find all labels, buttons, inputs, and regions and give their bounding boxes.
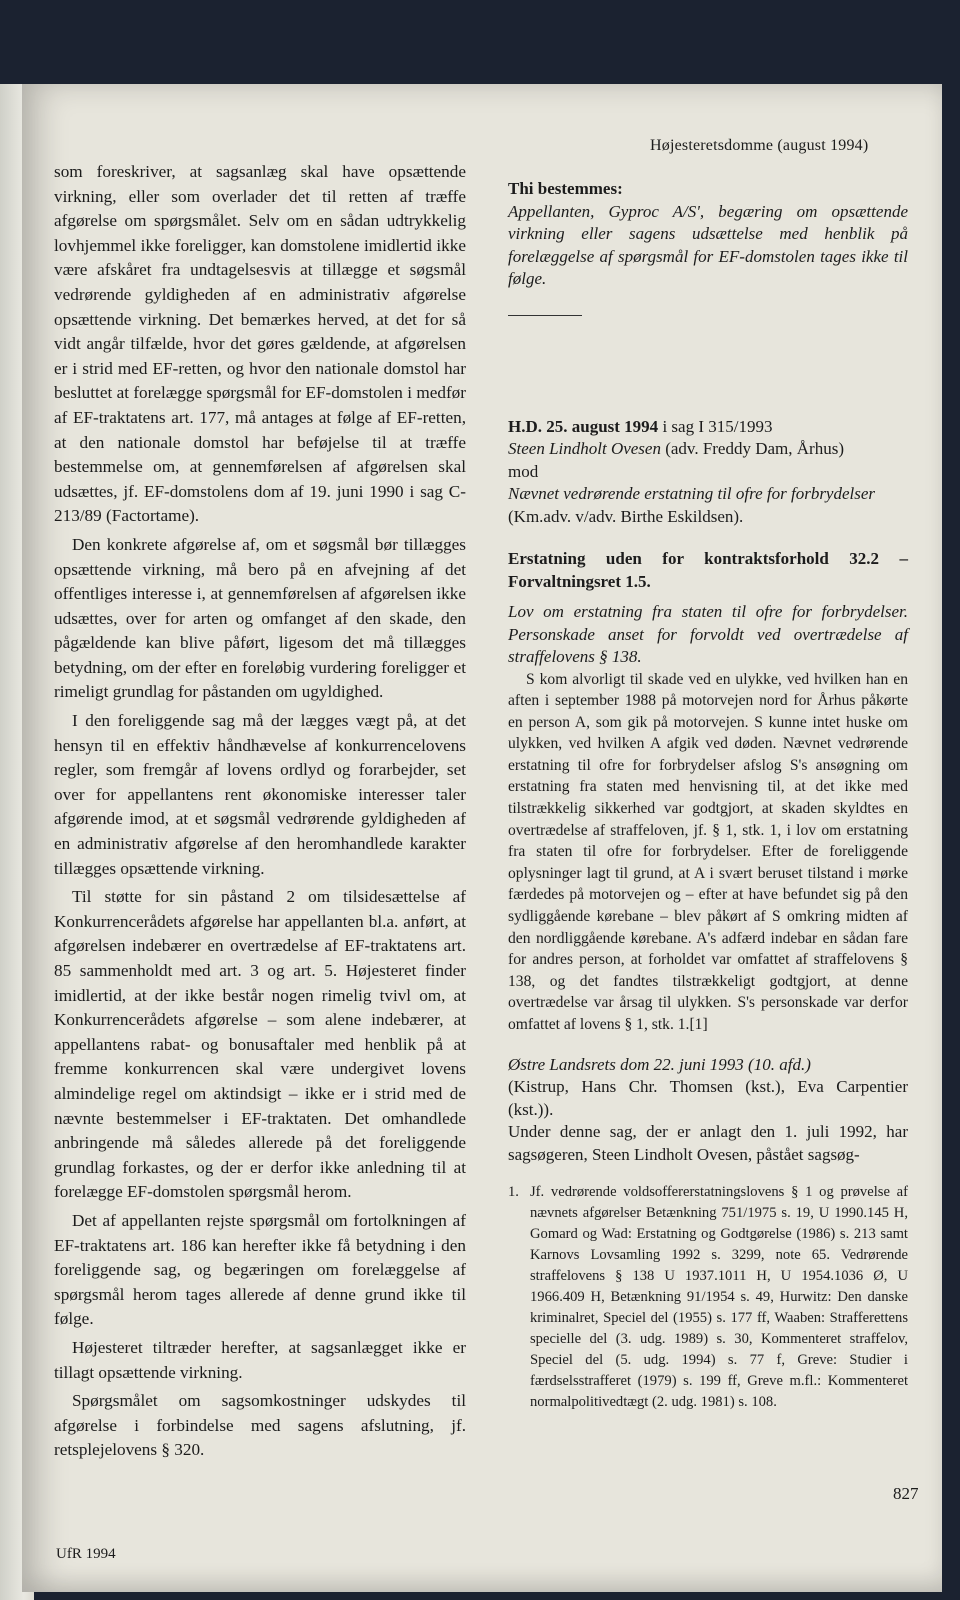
section-divider — [508, 315, 582, 316]
left-paragraph-2: Den konkrete afgørelse af, om et søgsmål bør tillægges opsættende virkning, må bero på en afvejning af det offentliges interesse i, at gennemførelsen af afgørelsen ikke udsættes, over for arten og omfanget af den skade, den pågældende kan blive påført, ligesom det må tillægges betydning, om der efter en foreløbig vurdering foreligger et rimeligt grundlag for påstanden om ugyldighed. — [54, 534, 466, 702]
page-number: 827 — [893, 1484, 919, 1503]
thi-text: Appellanten, Gyproc A/S', begæring om opsættende virkning eller sagens udsættelse med henblik på forelæggelse af spørgsmål for EF-domstolen tages ikke til følge. — [508, 201, 908, 288]
footnote — [508, 1182, 908, 1413]
left-paragraph-1: som foreskriver, at sagsanlæg skal have opsættende virkning, eller som overlader det til retten af træffe afgørelse om spørgsmålet. Selv om en sådan udtrykkelig lovhjemmel ikke foreligger, kan domstolene imidlertid ikke være afskåret fra undtagelsesvis at tillægge et søgsmål vedrørende gyldigheden af en administrativ afgørelse opsættende virkning. Det bemærkes herved, at det for så vidt angår tilfælde, hvor det gøres gældende, at afgørelsen er i strid med EF-retten, og hvor den nationale domstol har besluttet at forelægge spørgsmål for EF-domstolen i medfør af EF-traktatens art. 177, må antages at følge af EF-retten, at den nationale domstol har beføjelse til at træffe bestemmelse om, at gennemførelsen af afgørelsen skal udsættes, jf. EF-domstolens dom af 19. juni 1990 i sag C-213/89 (Factortame). — [54, 162, 466, 526]
journal-footer: UfR 1994 — [56, 1546, 116, 1562]
running-head: Højesteretsdomme (august 1994) — [650, 137, 869, 154]
versus: mod — [508, 461, 539, 481]
party-1 — [508, 438, 908, 461]
left-paragraph-4: Til støtte for sin påstand 2 om tilsidesættelse af Konkurrencerådets afgørelse har appellanten bl.a. anført, at afgørelsen indebærer en overtrædelse af EF-traktatens art. 85 sammenholdt med art. 3 og art. 5. Højesteret finder imidlertid, at der ikke består nogen rimelig tvivl om, at Konkurrencerådets afgørelse – som alene indebærer, at appellantens rabat- og bonusaftaler med henblik på at fremme konkurrencen skal være undergivet lovens almindelige regel om aktindsigt – ikke er i strid med de nævnte bestemmelser i EF-traktaten. Det omhandlede anbringende må således allerede på det foreliggende grundlag forkastes, og der er derfor ikke anledning til at forelægge EF-domstolen spørgsmål herom. — [54, 887, 466, 1202]
case-summary: S kom alvorligt til skade ved en ulykke, ved hvilken han en aften i september 1988 på motorvejen nord for Århus påkørte en person A, som gik på motorvejen. S kunne intet huske om ulykken, ved hvilken A afgik ved døden. Nævnet vedrørende erstatning til ofre for forbrydelser afslog S's ansøgning om erstatning fra staten med henvisning til, at det ikke med tilstrækkelig sikkerhed var godtgjort, at skaden skyldtes en overtrædelse af straffeloven, jf. § 1, stk. 1, i lov om erstatning fra staten til ofre for forbrydelser. Efter de foreliggende oplysninger lagt til grund, at A i svært beruset tilstand i mørke færdedes på motorvejen og – efter at have befundet sig på den sydliggående kørebane – blev påkørt af S omkring midten af den nordliggående kørebane. A's adfærd indebar en sådan fare for andres person, at forholdet var omfattet af straffelovens § 138, og det fandtes tilstrækkeligt godtgjort, at denne overtrædelse var årsag til ulykken. S's personskade var derfor omfattet af lovens § 1, stk. 1.[1] — [508, 670, 908, 1033]
keywords: Erstatning uden for kontraktsforhold 32.2 – Forvaltningsret 1.5. — [508, 549, 908, 591]
thi-heading: Thi bestemmes: — [508, 179, 623, 198]
footnote-number: 1. — [508, 1184, 519, 1201]
case-date: H.D. 25. august 1994 — [508, 416, 659, 436]
left-paragraph-5: Det af appellanten rejste spørgsmål om fortolkningen af EF-traktatens art. 186 kan herefter ikke få betydning i den foreliggende sag, og begæringen om forelæggelse af spørgsmål herom tages allerede af denne grund ikke til følge. — [54, 1210, 466, 1329]
party-2-name: Nævnet vedrørende erstatning til ofre for forbrydelser — [508, 484, 876, 503]
subject: Lov om erstatning fra staten til ofre for forbrydelser. Personskade anset for forvoldt ved overtrædelse af straffelovens § 138. — [508, 602, 908, 666]
party-2-counsel: (Km.adv. v/adv. Birthe Eskildsen). — [508, 506, 744, 526]
body-start: Under denne sag, der er anlagt den 1. juli 1992, har sagsøgeren, Steen Lindholt Ovesen, påstået sagsøg- — [508, 1122, 908, 1164]
lower-court: Østre Landsrets dom 22. juni 1993 (10. afd.) — [508, 1054, 811, 1074]
left-paragraph-6: Højesteret tiltræder herefter, at sagsanlægget ikke er tillagt opsættende virkning. — [54, 1337, 466, 1382]
left-paragraph-7: Spørgsmålet om sagsomkostninger udskydes til afgørelse i forbindelse med sagens afslutning, jf. retsplejelovens § 320. — [54, 1391, 466, 1460]
judges: (Kistrup, Hans Chr. Thomsen (kst.), Eva Carpentier (kst.)). — [508, 1077, 908, 1119]
left-paragraph-3: I den foreliggende sag må der lægges vægt på, at det hensyn til en effektiv håndhævelse af konkurrencelovens regler, som fremgår af lovens ordlyd og forarbejder, set over for appellantens rent økonomiske interesser taler afgørende imod, at et søgsmål vedrørende gyldigheden af en administrativ afgørelse af den heromhandlede karakter tillægges opsættende virkning. — [54, 711, 466, 878]
right-column — [508, 178, 908, 1413]
case-number: i sag I 315/1993 — [658, 416, 773, 436]
party-1-counsel: (adv. Freddy Dam, Århus) — [660, 439, 844, 458]
party-1-name: Steen Lindholt Ovesen — [508, 439, 661, 458]
case-reference — [508, 416, 908, 439]
left-column — [54, 160, 466, 1463]
footnote-text: Jf. vedrørende voldsoffererstatningslovens § 1 og prøvelse af nævnets afgørelser Betænkning 751/1975 s. 19, U 1990.145 H, Gomard og Wad: Erstatning og Godtgørelse (1986) s. 213 samt Karnovs Lovsamling 1992 s. 3299, note 65. Vedrørende straffelovens § 138 U 1937.1011 H, U 1954.1036 Ø, U 1966.409 H, Betænkning 91/1954 s. 49, Hurwitz: Den danske kriminalret, Speciel del (1955) s. 177 ff, Waaben: Strafferettens specielle del (3. udg. 1989) s. 30, Kommenteret straffelov, Speciel del (5. udg. 1994) s. 77 f, Greve: Studier i færdselsstrafferet (1979) s. 199 ff, Greve m.fl.: Kommenteret normalpolitivedtægt (2. udg. 1981) s. 108. — [530, 1184, 908, 1411]
